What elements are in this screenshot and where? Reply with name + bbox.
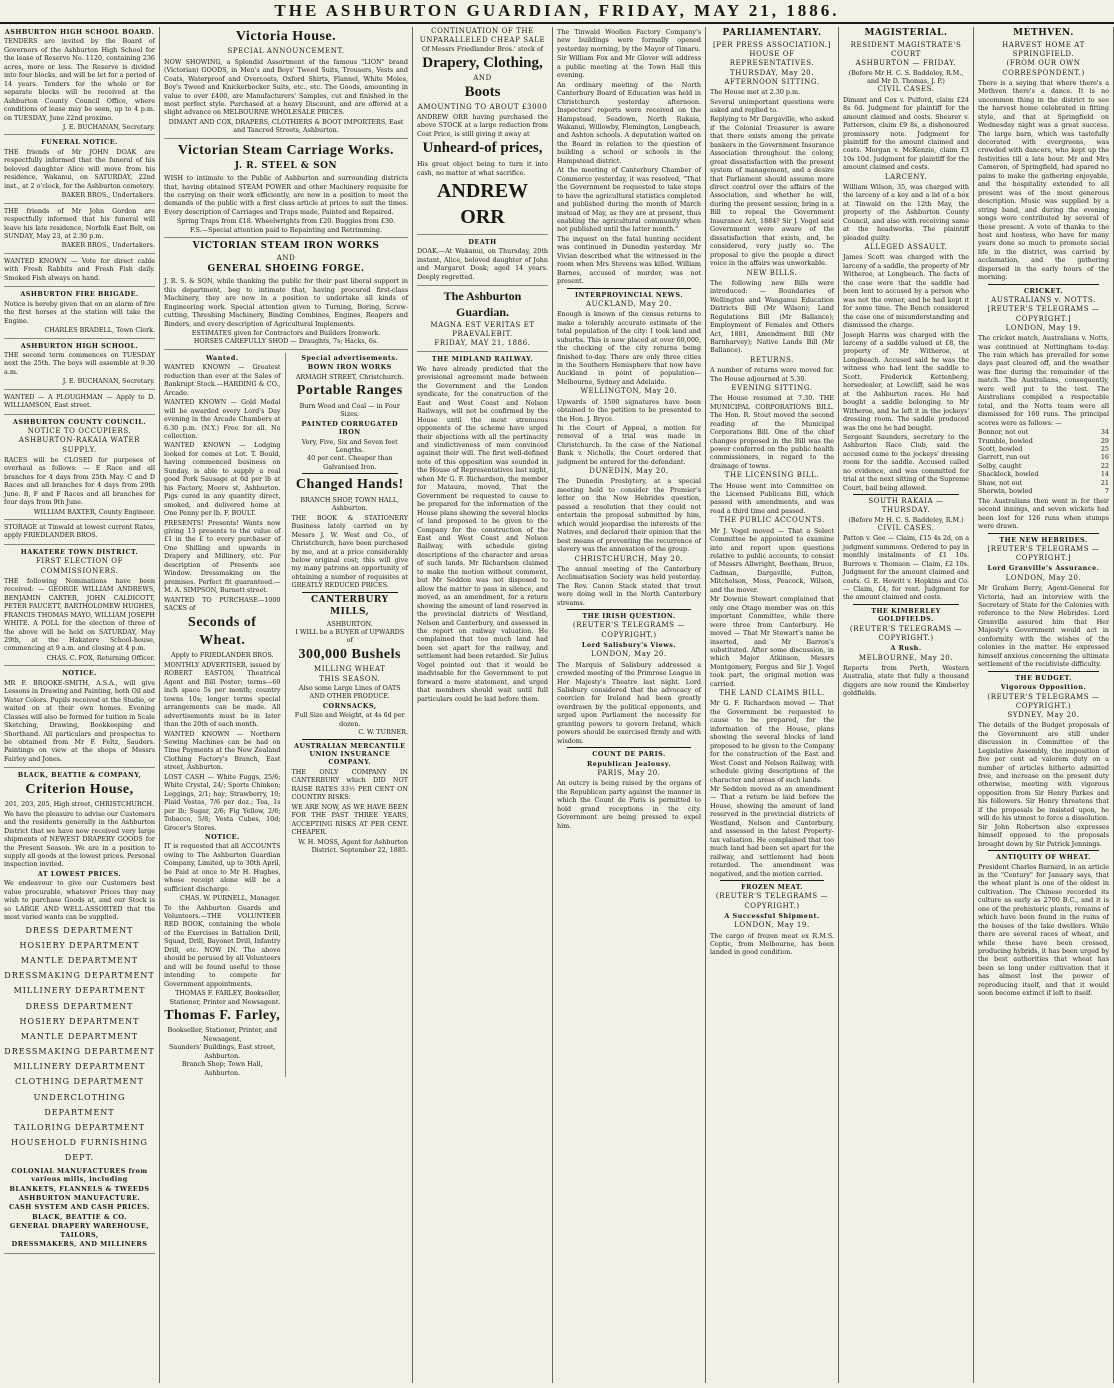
column-5	[706, 27, 839, 1383]
news-text: An outcry is being raised by the organs of the Republican party against the manner in which the Count de Paris is permitted to hold grand receptions in the city. Government are being pressed to expel him.	[557, 779, 701, 830]
notice-signature: CHARLES BRADELL, Town Clerk.	[44, 326, 155, 335]
notice-text: IT is requested that all ACCOUNTS owing to The Ashburton Guardian Company, Limited, up to 30th April, be Paid at once to Mr H. Hughes, whose receipt alone will be a sufficient discharge.	[164, 842, 281, 893]
ploughman-ad	[4, 393, 155, 415]
ad-estimates: ESTIMATES given for Contractors and Builders Ironwork.	[191, 329, 381, 337]
oats-text: Also some Large Lines of OATS AND OTHER PRODUCE.	[298, 683, 401, 701]
ad-title-prices: Unheard-of prices,	[422, 140, 543, 157]
news-text: Sir William Fox and Mr Glover will address a public meeting at the Town Hall this evening.	[557, 54, 701, 80]
ad-text: WANTED KNOWN — Vote for direct cable with Fresh Rabbits and Fresh Fish daily. Smoked Fish always on hand.	[4, 256, 155, 282]
story-heading: Republican Jealousy.	[586, 759, 672, 768]
news-text: Reports from Perth, Western Australia, state that fully a thousand diggers are now round the Kimberley goldfields.	[843, 663, 969, 698]
iron-works-address: ARMAGH STREET, Christchurch.	[295, 372, 404, 381]
score-row	[978, 462, 1109, 470]
batsman: Trumble, bowled	[978, 436, 1033, 445]
mills-signature: C. W. TURNER.	[358, 728, 408, 737]
column-6	[839, 27, 974, 1383]
notice-heading: DEATH	[468, 237, 497, 246]
funeral-notice-2	[4, 207, 155, 254]
subhead: NEW BILLS.	[746, 268, 798, 277]
death-notice	[417, 238, 548, 286]
dateline: AUCKLAND, May 20.	[585, 300, 673, 309]
article-text: We have already predicted that the provisional agreement made between the Government and the London syndicate, for the construction of the East and West Coast and Nelson Railways, will not be confirmed by the House until the most strenuous opponents of the scheme have urged their objections with all the pertinacity and vindictiveness of men convinced against their will. The first well-defined note of this opposition was sounded in the House of Representatives last night, when Mr G. F. Richardson, the member for Mataura, moved, That the Government be requested to cause to be prepared for the information of the House plans showing the several blocks of land proposed to be given to the Company for the construction of the East and West Coast and Nelson Railway, with schedule giving descriptions of the character and areas of such lands. Mr Richardson claimed to make the motion without comment, but Mr Seddon was not disposed to allow the matter to pass in silence, and moved, as an amendment, for a return showing the amount of land reserved in the provincial districts of Westland, Nelson and Canterbury, and assessed in the report on railway valuation. He complained that too much land had been set apart for the railway, and settlement had been retarded. Sir Julius Vogel pointed out that it would be inadvisable for the Government to put forward a mere statement, and urged that members should wait until full particulars could be laid before them.	[417, 364, 548, 703]
news-text: The House met at 2.30 p.m.	[710, 88, 801, 97]
high-school-notice	[4, 342, 155, 390]
ad-title-boots: Boots	[464, 83, 501, 100]
dateline: SYDNEY, May 20.	[1007, 711, 1080, 720]
section-heading: INTERPROVINCIAL NEWS.	[575, 290, 683, 299]
ad-text-2: We endeavour to give our Customers best value procurable, whatever Prices they may wish to purchase Goods at, and our Stock is so LARGE AND WELL-ASSORTED that the most varied wants can be supplied.	[4, 879, 155, 922]
score-row	[978, 487, 1109, 495]
news-text: William Wilson, 35, was charged with the larceny of a key and a lid of a box at Tinwald on the 12th May, the property of the Ashburton County Council, and also with receiving same at the headworks. The plaintiff pleaded guilty.	[843, 183, 969, 242]
runs: 34	[1100, 428, 1109, 437]
ad-signature: J. E. BUCHANAN, Secretary.	[62, 122, 155, 131]
batsman: Selby, caught	[978, 461, 1022, 470]
section-heading: THE IRISH QUESTION.	[582, 612, 676, 621]
story-heading: HARVEST HOME AT SPRINGFIELD.	[1002, 40, 1085, 59]
footer-line: COLONIAL MANUFACTURES from various mills, including	[11, 1166, 148, 1184]
ad-subheading: UNPARALLELED CHEAP SALE	[419, 36, 546, 45]
news-text: The House went into Committee on the Licensed Publicans Bill, which passed with amendments, and was read a third time and passed.	[710, 481, 834, 515]
news-text: The annual meeting of the Canterbury Acclimatisation Society was held yesterday. The Rev. Canon Stack stated that trout were doing well in the North Canterbury streams.	[557, 564, 701, 607]
notice-text: THE following Nominations have been received: — GEORGE WILLIAM ANDREWS, BENJAMIN CARTER, JOHN CALDICOTT, PETER FAUCETT, BARTHOLOMEW HUGHES, FRANCIS THOMAS MAYO, WILLIAM JOSEPH WHITE. A POLL for the election of three of the above will be held on SATURDAY, May 29th, at the Hakatere School-house, commencing at 9 a.m. and closing at 4 p.m.	[4, 576, 155, 653]
footer-line: BLACK, BEATTIE & CO.	[32, 1212, 127, 1221]
department-line: MILLINERY DEPARTMENT	[13, 986, 146, 996]
ad-signature: ANDREW ORR	[436, 180, 529, 229]
subhead: THE PUBLIC ACCOUNTS.	[719, 516, 825, 525]
section-heading: METHVEN.	[1013, 28, 1074, 38]
wanted-column	[164, 353, 286, 1077]
insurance-text: THE ONLY COMPANY IN CANTERBURY which DID NOT RAISE RATES 33½ PER CENT ON COUNTRY RISKS.	[291, 767, 408, 802]
wanted-section	[164, 353, 408, 1077]
court-bench: (Before Mr H. C. S. Baddeley, R.M.)	[848, 515, 964, 524]
county-council-notice	[4, 418, 155, 520]
section-heading: THE BUDGET.	[1015, 673, 1072, 682]
changed-hands-title: Changed Hands!	[295, 477, 404, 493]
notice-heading: HAKATERE TOWN DISTRICT.	[20, 547, 139, 556]
wanted-heading: Wanted.	[205, 353, 239, 362]
subhead: THE LICENSING BILL.	[724, 471, 820, 480]
news-text: The cargo of frozen meat ex R.M.S. Coptic, from Melbourne, has been landed in good condition.	[710, 931, 834, 957]
ad-heading: CONTINUATION OF THE	[431, 27, 534, 35]
funeral-notice	[4, 138, 155, 203]
ad-text: NOW SHOWING, a Splendid Assortment of the famous "LION" brand (Victorian) GOODS, in Men's and Boys' Tweed Suits, Trousers, Vests and Coats, Waterproof and Overcoats, Oxford Shirts, Flannel, White Moles, Boy's Tweed and Knickerbocker Suits, etc., etc. The Goods, amounting in value to over £400, are Manufacturers' Samples, cut and finished in the most perfect style. Purchased at a heavy Discount, and are offered at a slight advance on MELBOURNE WHOLESALE PRICES.	[164, 57, 408, 117]
department-line: CLOTHING DEPARTMENT	[15, 1077, 144, 1087]
batsman: Scott, bowled	[978, 444, 1023, 453]
wanted-ad: WANTED KNOWN — Northern Sewing Machines can be had on Time Payments at the New Zealand Clothing Factory's Branch, East street, Ashburton.	[164, 729, 281, 772]
news-text: In the Court of Appeal, a motion for removal of a trial was made in Christchurch. In the case of the National Bank v. Nicholls, the Court ordered that judgment be entered for the defendant.	[557, 423, 701, 466]
ad-text: We have the pleasure to advise our Customers and the residents generally in the Ashburton District that we have now received very large shipments of NEWEST DRAPERY GOODS for the Present Season. We are in a position to supply all goods at the lowest prices. Personal inspection invited.	[4, 809, 155, 869]
wheat-text: Apply to FRIEDLANDER BROS.	[171, 651, 274, 660]
news-text: Dimant and Cox v. Pulford, claim £24 8s 6d. Judgment for plaintiff for the amount claimed and costs. Shearer v. Patterson, claim £9 8s, a dishonoured promissory note. Judgment for plaintiff for the amount claimed and costs. Morgan v. McKenzie, claim £3 10s 10d. Judgment for plaintiff for the amount claimed and costs.	[843, 95, 969, 172]
subhead: EVENING SITTING.	[731, 384, 813, 393]
ad-title: Criterion House,	[25, 781, 134, 797]
ad-note: F.S.—Special attention paid to Repainting and Retrimming.	[190, 225, 382, 234]
section-heading: COUNT DE PARIS.	[592, 750, 666, 759]
score-row	[978, 453, 1109, 461]
ad-text: WISH to intimate to the Public of Ashburton and surrounding districts that, having obtained STEAM POWER and other Machinery requisite for the carrying on their work efficiently, are now in a position to meet the demands of the public with a first class article at prices to suit the times. Every description of Carriages and Traps made, Painted and Repaired.	[164, 174, 408, 216]
column-7	[974, 27, 1114, 1383]
mills-text: I WILL be a BUYER of UPWARDS of	[295, 628, 405, 645]
notice-signature: BAKER BROS., Undertakers.	[61, 241, 155, 250]
dateline: LONDON, May 20.	[1005, 573, 1082, 582]
house-heading: HOUSE OF REPRESENTATIVES.	[729, 50, 815, 68]
news-text: Patton v. Gee — Claim, £15 4s 2d, on a judgment summons. Ordered to pay in monthly instalments of £1 10s. Burrows v. Thomson — Claim, £2 10s. Judgment for the amount claimed and costs. G. E. Hewitt v. Hopkins and Co. — Claim, £4, for rent. Judgment for the amount claimed and costs.	[843, 534, 969, 602]
news-text: James Scott was charged with the larceny of a saddle, the property of Mr Witheroe, at Longbeach. The facts of the case were that the saddle had been lent to accused by a person who was not the owner, and he had kept it for some time. The Bench considered the case one of misunderstanding and dismissed the charge.	[843, 253, 969, 330]
milling-wheat: MILLING WHEAT	[314, 665, 386, 674]
wire-credit: [REUTER'S TELEGRAMS — COPYRIGHT.]	[987, 305, 1100, 323]
corrugated-price: 40 per cent. Cheaper than Galvanised Iron.	[307, 454, 393, 471]
news-text: Joseph Harris was charged with the larceny of a saddle valued at £8, the property of Mr Witheroe, at Longbeach. Accused said he was the witness who had lent the saddle to Scott. Frederick Kettenberg, horsedealer, at Lowcliff, said he was at the Ashburton races. He had bought a saddle belonging to Mr Witheroe, and he left it in the jockeys' dressing room. The saddle produced was the one he had bought.	[843, 330, 969, 432]
subhead: CIVIL CASES.	[877, 524, 935, 533]
editorial-masthead	[417, 289, 548, 352]
runs: 22	[1100, 461, 1109, 470]
book-business-text: THE BOOK & STATIONERY Business lately carried on by Messrs J. W. West and Co., of Christchurch, have been purchased by me, and at a price considerably below original cost; this will give my many patrons an opportunity of obtaining a number of requisites at GREATLY REDUCED PRICES.	[291, 513, 408, 590]
farley-address: Saunders' Buildings, East street, Ashburton.	[169, 1043, 276, 1060]
section-heading: ANTIQUITY OF WHEAT.	[996, 853, 1091, 862]
news-text: The Marquis of Salisbury addressed a crowded meeting of the Primrose League in Her Majesty's Theatre last night. Lord Salisbury considered that the advocacy of coercion for Ireland had been greatly overdrawn by the political opponents, and urged upon Parliament the necessity for granting powers to govern Ireland, which powers should be exercised firmly and with wisdom.	[557, 660, 701, 745]
editorial-date: FRIDAY, MAY 21, 1886.	[434, 339, 531, 348]
wire-credit: (REUTER'S TELEGRAMS — COPYRIGHT.)	[849, 624, 963, 643]
ad-subheading: J. R. STEEL & SON	[234, 161, 338, 172]
wheat-heading: Seconds of Wheat.	[188, 614, 257, 648]
notice-text: RACES will be CLOSED for purposes of overhaul as follows: — E Race and all branches for 4 days from 25th May. C and D Races and all branches for 4 days from 29th June. B, F and F Races and all branches for four days from 9th June.	[4, 455, 155, 507]
section-heading: CRICKET.	[1023, 286, 1064, 295]
subhead: LARCENY.	[884, 172, 928, 181]
department-line: MILLINERY DEPARTMENT	[13, 1062, 146, 1072]
batsman: Shacklock, bowled	[978, 470, 1039, 479]
score-row	[978, 479, 1109, 487]
notice-text: DOAK.—At Wakanui, on Thursday, 20th instant, Alice, beloved daughter of John and Margaret Doak; aged 14 years. Deeply regretted.	[417, 247, 548, 281]
news-text: Several unimportant questions were asked and replied to.	[710, 97, 834, 114]
news-text: Mr Seddon moved as an amendment — That a return be laid before the House, showing the amount of land reserved in the provincial districts of Westland, Nelson and Canterbury, and assessed in the latest Property-tax valuation. He complained that too much land had been set apart for the railway, and settlement had been retarded. The amendment was negatived, and the motion carried.	[710, 784, 834, 878]
ad-title-drapery: Drapery, Clothing,	[422, 54, 543, 71]
victoria-house-ad	[164, 28, 408, 139]
masthead: THE ASHBURTON GUARDIAN, FRIDAY, MAY 21, 1886.	[0, 0, 1114, 24]
department-line: DRESS DEPARTMENT	[25, 925, 134, 935]
story-heading: A Successful Shipment.	[724, 911, 820, 920]
this-season: THIS SEASON.	[319, 674, 381, 683]
news-text: The Australians then went in for their second innings, and seven wickets had been lost for 126 runs when stumps were drawn.	[978, 496, 1109, 531]
notice-signature: WILLIAM BAXTER, County Engineer.	[33, 507, 155, 516]
ad-prices: Spring Traps from £18. Wheelwrights from £20. Buggies from £30.	[176, 217, 396, 226]
mills-sub: ASHBURTON.	[326, 619, 373, 628]
notice-text: THE friends of Mr John Gordon are respectfully informed that his funeral will leave his late residence, Norfolk East Belt, on SUNDAY, May 23, at 2.30 p.m.	[4, 206, 155, 240]
mills-heading: CANTERBURY MILLS,	[311, 594, 389, 617]
ad-subheading: SPECIAL ANNOUNCEMENT.	[227, 47, 345, 56]
news-text: Replying to Mr Dargaville, who asked if the Colonial Treasurer is aware that there exists among the private bankers in the Government Insurance Association throughout the colony, great dissatisfaction with the present system of management, and a desire that Parliament should assume more direct control over the affairs of the Association, and whether he will, during the present session, bring in a Bill to repeal the Government Insurance Act, 1884? Sir J. Vogel said Government were aware of the dissatisfaction that exists, and, he considered, very justly so. The proposal to give the people a direct voice in the affairs was unworkable.	[710, 115, 834, 268]
news-text: The following new Bills were introduced: — Boundaries of Wellington and Wanganui Education Districts Bill (Mr Wilson); Land Regulations Bill (Mr Ballance); Employment of Females and Others Act, 1881, Amendment Bill (Mr Barnharvey); Native Lands Bill (Mr Ballance).	[710, 278, 834, 355]
notice-text: THE friends of Mr JOHN DOAK are respectfully informed that the funeral of his beloved daughter Alice will move from his residence, Wakanui, on SATURDAY, 22nd inst., at 2 o'clock, for the Ashburton cemetery.	[4, 147, 155, 190]
editorial-title: The Ashburton Guardian.	[443, 289, 522, 319]
column-2	[160, 27, 413, 1383]
footer-line: ASHBURTON MANUFACTURE.	[18, 1193, 141, 1202]
correspondent: (FROM OUR OWN CORRESPONDENT.)	[1002, 59, 1085, 77]
news-text: The House resumed at 7.30. THE MUNICIPAL CORPORATIONS BILL. The Hon. R. Stout moved the second reading of the Municipal Corporations Bill. One of the chief changes proposed in the Bill was the power conferred on the public health commissioners, in regard to the drainage of towns.	[710, 394, 834, 470]
wire-credit: (REUTER'S TELEGRAMS — COPYRIGHT.)	[987, 692, 1100, 710]
dateline: MELBOURNE, May 20.	[858, 653, 954, 662]
section-heading: PARLIAMENTARY.	[722, 28, 822, 38]
ad-and: AND	[276, 254, 296, 263]
wanted-list-2	[164, 661, 281, 832]
wanted-ad: LOST CASH — White Fuggs, 25/6; White Crystal, 24/; Sports Chinken; Leggings, 2/1; hay; Strawberry, 10; Plaid Vestas, 7/6 per doz.; Tea, 1s per lb; Sugar, 2/6; Fig Yellow, 2/6; Tobacco, 5/8; Vesta Cubes, 10d; Grocer's Stores.	[164, 772, 281, 832]
andrew-orr-ad	[417, 27, 548, 235]
steam-iron-works-ad	[164, 241, 408, 350]
storage-ad	[4, 523, 155, 545]
fire-brigade-notice	[4, 290, 155, 338]
section-heading: FROZEN MEAT.	[741, 882, 803, 891]
wanted-ad: WANTED TO PURCHASE—1000 SACKS of	[164, 595, 281, 613]
notice-heading: ASHBURTON FIRE BRIGADE.	[20, 290, 139, 299]
ad-text: STORAGE at Tinwald at lowest current Rates, apply FRIEDLANDER BROS.	[4, 523, 155, 540]
notice-signature: CHAS. C. FOX, Returning Officer.	[46, 653, 155, 662]
insurance-signature: W. H. MOSS, Agent for Ashburton District. September 22, 1885.	[298, 837, 408, 855]
department-line: DRESS DEPARTMENT	[25, 1001, 134, 1011]
score-row	[978, 470, 1109, 478]
notice-heading: ASHBURTON COUNTY COUNCIL.	[12, 417, 147, 426]
ad-heading: BLACK, BEATTIE & COMPANY,	[17, 771, 142, 780]
special-ads-column	[292, 353, 409, 1077]
subhead: CIVIL CASES.	[877, 85, 935, 94]
wanted-ad: WANTED KNOWN — Greatest reduction than ever at the Sales of Bankrupt Stock.—HARDING & CO., Arcade.	[164, 363, 281, 397]
court-place: SOUTH RAKAIA — THURSDAY.	[868, 497, 944, 515]
notice-heading: ASHBURTON HIGH SCHOOL.	[20, 341, 139, 350]
news-text: Mr Graham Berry, Agent-General for Victoria, had an interview with the Secretary of State for the Colonies with reference to the New Hebrides. Lord Granville assured him that Her Majesty's Government would act in conformity with the wishes of the colonies in the matter. He expressed himself anxious concerning the ultimate settlement of the recidiviste difficulty.	[978, 584, 1109, 669]
batsman: Sherwin, bowled	[978, 487, 1033, 496]
court-bench: (Before Mr H. C. S. Baddeley, R.M., and Mr D. Thomas, J. P.)	[848, 68, 964, 86]
news-text: An ordinary meeting of the North Canterbury Board of Education was held in Christchurch yesterday afternoon. Inspectors' reports were received on the Hampstead, Seadown, North Rakaia, Wakanui, Willowby, Flemington, Longbeach, and Ashton schools. A deputation waited on the Board in relation to the question of building a school or schools in the Hampstead district.	[557, 80, 701, 165]
column-4	[553, 27, 706, 1383]
section-heading: THE KIMBERLEY GOLDFIELDS.	[871, 606, 941, 624]
dateline: WELLINGTON, May 20.	[580, 387, 678, 396]
section-heading: THE NEW HEBRIDES.	[999, 535, 1088, 544]
ad-text: TENDERS are invited by the Board of Governors of the Ashburton High School for the lease of Reserve No. 1120, containing 236 acres, more or less. The Reserve is divided into four blocks, and will be let for a period of 14 years. Tenders for the whole or for separate blocks will be received at the Ashburton County Council Office, where conditions of lease may be seen, up to 4 p.m. on TUESDAY, June 22nd proximo.	[4, 37, 155, 122]
cornsacks-text: Full Size and Weight, at 4s 6d per dozen.	[294, 711, 405, 728]
story-heading: Lord Salisbury's Views.	[581, 640, 677, 649]
volunteer-signature: THOMAS F. FARLEY, Bookseller, Stationer, Printer and Newsagent.	[169, 989, 281, 1006]
batsman: Shaw, not out	[978, 478, 1023, 487]
news-text: Upwards of 1500 signatures have been obtained to the petition to be presented to the Hon. J. Bryce.	[557, 397, 701, 423]
runs: 21	[1100, 478, 1109, 487]
ad-subheading: AT LOWEST PRICES.	[37, 869, 122, 878]
ad-title: Victoria House.	[235, 29, 337, 44]
news-text: Sergeant Saunders, secretary to the Ashburton Race Club, said the accused came to the jockeys' dressing room for the saddle. Accused called no evidence, and was committed for trial at the next sitting of the Supreme Court, bail being allowed.	[843, 432, 969, 492]
ad-text: WANTED — A PLOUGHMAN — Apply to D. WILLIAMSON, East street.	[4, 392, 155, 410]
dateline: PARIS, May 20.	[597, 769, 661, 778]
department-line: MANTLE DEPARTMENT	[20, 955, 139, 965]
wire-credit: (REUTER'S TELEGRAMS — COPYRIGHT.)	[715, 892, 829, 910]
article-heading: THE MIDLAND RAILWAY.	[431, 355, 534, 364]
notice-text: THE second term commences on TUESDAY next the 25th. The boys will assemble at 9.30 a.m.	[4, 350, 155, 376]
ad-address: 201, 203, 205, High street, CHRISTCHURCH.	[4, 800, 155, 809]
department-line: DRESSMAKING DEPARTMENT	[4, 1047, 155, 1057]
runs: 29	[1100, 436, 1109, 445]
news-text: President Charles Barnard, in an article in the "Century" for January says, that the wheat plant is one of the oldest in cultivation. The Chinese recorded its culture as early as 2700 B.C., and it is one of the prehistoric plants, remains of which have been found in the ruins of the houses of the lake dwellers. While there are several races of wheat, and while these have been crossed, producing hybrids, it has been urged by the best authorities that wheat has been so long under cultivation that it has almost lost the power of reproducing itself, and that it would soon become extinct if left to itself.	[978, 862, 1109, 998]
editorial-motto: MAGNA EST VERITAS ET PRAEVALEBIT.	[430, 320, 535, 338]
bushels-title: 300,000 Bushels	[298, 646, 401, 662]
notice-text: Notice is hereby given that on an alarm of fire the first horses at the station will take the Engine.	[4, 299, 155, 325]
news-text: The cricket match, Australians v. Notts, was continued at Nottingham to-day. The rain which has prevailed for some days past cleared off, and the weather was fine during the remainder of the match. The Australians, consequently, were well put to the test. The Australians compiled a respectable total, and the Notts team were all dismissed for 160 runs. The principal scores were as follows: —	[978, 334, 1109, 427]
department-line: HOSIERY DEPARTMENT	[19, 1016, 140, 1026]
corrugated-title: PAINTED CORRUGATED IRON	[301, 419, 399, 437]
runs: 25	[1100, 444, 1109, 453]
drawing-lessons-notice	[4, 669, 155, 768]
story-heading: AUSTRALIANS v. NOTTS.	[991, 296, 1096, 305]
batsman: Bonnor, not out	[978, 428, 1029, 437]
notice-text: MR F. BROOKE-SMITH, A.S.A., will give Lessons in Drawing and Painting, both Oil and Water Colors. Pupils received at the Studio, or waited on at their own homes. Evening Classes will also be formed for tuition in Scale Sketching, Drawing, Bookkeeping and Shorthand. All particulars and prospectus to be obtained from Mr F. Feltz, Sauders. Paintings on view at the shops of Messrs Fairley and Jones.	[4, 678, 155, 763]
sitting-heading: AFTERNOON SITTING.	[724, 77, 820, 86]
news-text: There is a saying that where there's a Methven there's a dance. It is no uncommon thing in the district to see the harvest home celebrated in fitting style, and that at Springfield on Wednesday night was a great success. The large barn, which was tastefully decorated with evergreens, was crowded with dancers, who kept up the festivities till a late hour. Mr and Mrs Cameron, of Springfield, had spared no pains to make the gathering enjoyable, and the hospitality extended to all present was of the most generous description. Music was supplied by a string band, and during the evening songs were contributed by several of those present. A vote of thanks to the host and hostess, who have for many years done so much to promote social life in the district, was carried by acclamation, and the gathering dispersed in the early hours of the morning.	[978, 78, 1109, 282]
insurance-text-2: WE ARE NOW, AS WE HAVE BEEN FOR THE PAST THREE YEARS, ACCEPTING RISKS AT PER CENT. CHEAPER.	[291, 802, 408, 837]
runs: 7	[1104, 487, 1109, 496]
corrugated-text: Very, Five, Six and Seven feet Lengths.	[301, 437, 398, 454]
score-row	[978, 428, 1109, 436]
footer-line: GENERAL DRAPERY WAREHOUSE, TAILORS,	[9, 1222, 150, 1239]
dateline: LONDON, May 19.	[734, 921, 810, 930]
cricket-scores	[978, 428, 1109, 496]
department-line: MANTLE DEPARTMENT	[20, 1031, 139, 1041]
farley-name: Thomas F. Farley,	[164, 1008, 281, 1024]
runs: 16	[1100, 453, 1109, 462]
department-line: TAILORING DEPARTMENT	[13, 1123, 146, 1133]
ad-heading: ASHBURTON HIGH SCHOOL BOARD.	[4, 28, 155, 36]
insurance-heading: AUSTRALIAN MERCANTILE UNION INSURANCE COMPANY.	[294, 741, 406, 767]
departments-list	[4, 923, 155, 1166]
column-3	[413, 27, 553, 1383]
news-text: Mr Downie Stewart complained that only one Otago member was on this important Committee, while there were three from Canterbury. He moved — That Mr Stewart's name be inserted, and Mr Barron's substituted. After some discussion, in which Major Atkinson, Messrs Montgomery, Fergus and Sir J. Vogel took part, the original motion was carried.	[710, 595, 834, 688]
dateline: THURSDAY, May 20.	[729, 68, 815, 77]
story-heading: A Rush.	[890, 644, 922, 653]
notice-signature: BAKER BROS., Undertakers.	[61, 191, 155, 200]
ad-subheading: GENERAL SHOEING FORGE.	[207, 264, 365, 275]
notice-signature: CHAS. W. PURNELL, Manager.	[179, 894, 281, 903]
news-text: The inquest on the fatal hunting accident was continued in Dunedin yesterday. Mr Vivian described what the witnessed in the room when Mrs Stevens was killed. William Barnes, accused of murder, was not present.	[557, 234, 701, 286]
news-text: At the meeting of Canterbury Chamber of Commerce yesterday, it was resolved, "That the Government be requested to take steps to have the agricultural statistics completed and published during the month of March instead of May, as they are at present, thus enabling the agricultural community when not published until the latter month."	[557, 166, 701, 234]
wanted-ad: WANTED KNOWN — Lodging looked for comes at Lot. T. Bould, having commenced business on Sunday, is able to supply a real good Pork Sausage at 6d per lb at his Factory, Moore st, Ashburton. Pigs cured in any quantity direct, smoked, and delivered home at One Penny per lb. F. BOULT.	[164, 441, 281, 518]
ranges-title: Portable Ranges	[296, 383, 403, 399]
dateline: LONDON, May 19.	[1005, 323, 1082, 332]
high-school-board-ad	[4, 28, 155, 135]
criterion-house-ad	[4, 771, 155, 1253]
wanted-rabbits-ad	[4, 257, 155, 287]
news-text: Mr G. F. Richardson moved — That the Government be requested to cause to be prepared, for the information of the House, plans showing the several blocks of land proposed to be given to the Company for the construction of the East and West Coast and Nelson Railway, with schedule giving descriptions of the character and areas of such lands.	[710, 699, 834, 784]
notice-subheading: FIRST ELECTION OF COMMISSIONERS.	[35, 557, 124, 575]
ad-horses: HORSES CAREFULLY SHOD — Draughts, 7s; Hacks, 6s.	[193, 337, 379, 346]
notice-heading: NOTICE.	[62, 669, 97, 678]
news-text: Enough is known of the census returns to make a tolerably accurate estimate of the total population of the city: I took land and suburbs. This is now placed at over 60,000, the checking of the city returns being finished to-day. There are only three cities in the Southern Hemisphere that now have Auckland in point of population—Melbourne, Sydney and Adelaide.	[557, 310, 701, 386]
court-place: ASHBURTON — FRIDAY.	[855, 59, 957, 68]
notice-signature: J. E. BUCHANAN, Secretary.	[62, 377, 155, 386]
news-text: A number of returns were moved for. The House adjourned at 5.30.	[710, 366, 834, 383]
iron-works-title: BOWN IRON WORKS	[307, 363, 392, 372]
ad-and: AND	[473, 73, 492, 82]
wanted-ad: MONTHLY ADVERTISER, issued by ROBERT EASTON, Theatrical Agent and Bill Poster; terms—60 inch space 5s per month; country towns 10s; longer terms special arrangements can be made. All advertisements must be in later than the 20th of each month.	[164, 660, 281, 729]
farley-branch: Branch Shop; Town Hall, Ashburton.	[181, 1060, 263, 1077]
special-heading: Special advertisements.	[301, 353, 399, 362]
ad-text: ANDREW ORR having purchased the above STOCK at a large reduction from Cost Price, is still giving it away at	[417, 112, 548, 138]
volunteer-ad: To the Ashburton Guards and Volunteers.—THE VOLUNTEER RED BOOK, containing the whole of the Exercises in Battalion Drill, Squad, Drill, Bayonet Drill, Infantry Drill, etc. NOW IN. The above should be perused by all Volunteers and will be found useful to those intending to compete for Government appointments.	[164, 903, 281, 988]
footer-line: CASH SYSTEM AND CASH PRICES.	[9, 1203, 150, 1212]
column-1	[0, 27, 160, 1383]
branch-shop: BRANCH SHOP, TOWN HALL, Ashburton.	[300, 495, 400, 513]
hakatere-election-notice	[4, 548, 155, 666]
department-line: UNDERCLOTHING DEPARTMENT	[33, 1092, 126, 1117]
news-text: The Tinwald Woollen Factory Company's new buildings were formally opened yesterday morning, by the Mayor of Timaru.	[557, 28, 701, 53]
notice-heading: FUNERAL NOTICE.	[41, 138, 118, 147]
notice-subheading-2: ASHBURTON-RAKAIA WATER SUPPLY.	[18, 436, 141, 454]
wire-credit: (REUTER'S TELEGRAMS — COPYRIGHT.)	[572, 621, 686, 639]
ad-subheading-2: Of Messrs Friedlander Bros.' stock of	[421, 45, 544, 54]
dateline: CHRISTCHURCH, May 20.	[574, 554, 684, 563]
steam-carriage-works-ad	[164, 142, 408, 239]
score-row	[978, 437, 1109, 445]
dateline: DUNEDIN, May 20.	[589, 467, 669, 476]
subhead: ALLEGED ASSAULT.	[864, 243, 948, 252]
farley-sub: Bookseller, Stationer, Printer, and Newsagent,	[167, 1026, 277, 1043]
wanted-list	[164, 363, 281, 612]
ad-signature: DIMANT AND COX, DRAPERS, CLOTHIERS & BOOT IMPORTERS, East and Tancred Streets, Ashburton.	[168, 117, 404, 135]
court-name: RESIDENT MAGISTRATE'S COURT	[850, 40, 962, 59]
footer-line: BLANKETS, FLANNELS & TWEEDS	[9, 1184, 150, 1193]
subhead: THE LAND CLAIMS BILL.	[719, 689, 825, 698]
subhead: RETURNS.	[750, 355, 794, 364]
story-heading: Vigorous Opposition.	[1000, 683, 1087, 692]
ad-text-2: His great object being to turn it into cash, no matter at what sacrifice.	[417, 160, 548, 177]
story-heading: Lord Granville's Assurance.	[987, 564, 1100, 573]
footer-line: DRESSMAKERS, AND MILLINERS	[11, 1240, 148, 1249]
department-line: DRESSMAKING DEPARTMENT	[4, 971, 155, 981]
ad-title: Victorian Steam Carriage Works.	[177, 142, 395, 158]
wanted-ad: WANTED KNOWN — Gold Medal will be awarded every Lord's Day evening in the Arcade Chambers at 6.30 p.m. (N.Y.) Free for all. No collection.	[164, 398, 281, 440]
wire-credit: [PER PRESS ASSOCIATION.]	[712, 40, 832, 49]
ad-text: J. R. S. & SON, while thanking the public for their past liberal support in this department, beg to intimate that, having procured first-class Machinery, they are now in a position to undertake all kinds of Engineering work. Special attention given to Turning, Boring, Screw-cutting, Threshing Machinery, Binding Combines, Engines, Reapers and Binders, and every description of Agricultural Implements.	[164, 277, 408, 328]
department-line: HOUSEHOLD FURNISHING DEPT.	[11, 1138, 148, 1163]
dateline: LONDON, May 20.	[591, 650, 667, 659]
batsman: Garrett, run out	[978, 453, 1030, 462]
ad-title: VICTORIAN STEAM IRON WORKS	[192, 241, 380, 252]
editorial-article	[417, 355, 548, 703]
criterion-footer	[4, 1167, 155, 1249]
news-text: The Dunedin Presbytery, at a special meeting held to consider the Premier's letter on the New Hebrides question, passed a resolution that they could not entertain the proposal submitted by him, which would jeopardise the interests of the Natives, and declared their opinion that the best means of preventing the recurrence of slavery was the annexation of the group.	[557, 477, 701, 554]
department-line: HOSIERY DEPARTMENT	[19, 940, 140, 950]
ranges-text: Burn Wood and Coal — in Four Sizes.	[299, 401, 400, 419]
news-text: The details of the Budget proposals of the Government are still under discussion in Committee of the Legislative Assembly, the imposition of five per cent ad valorem duty on a number of articles hitherto admitted free, and increase on the present duty otherwise, meeting with vigorous opposition from Sir Henry Parkes and his followers. Sir Henry threatens that if the proposals be insisted upon, he will do his utmost to force a dissolution. Sir John Robertson also expresses himself opposed to the proposals brought down by Sir Patrick Jennings.	[978, 721, 1109, 848]
notice-heading: NOTICE.	[204, 832, 240, 841]
cornsacks-heading: CORNSACKS,	[322, 701, 377, 710]
wire-credit: [REUTER'S TELEGRAMS — COPYRIGHT.]	[987, 544, 1100, 563]
wanted-ad: PRESENTS! Presents! Wants now giving 13 presents to the value of £1 in the £ to every purchaser of One Shilling and upwards in Drapery and Millinery, etc. For description of Presents see Window. Dressmaking on the premises. Perfect fit guaranteed.—M. A. SIMPSON, Burnett street.	[164, 518, 281, 595]
news-text: Mr J. Vogel moved — That a Select Committee be appointed to examine into and report upon questions relative to public accounts, to consist of Messrs Allwright, Beetham, Bruce, Cadman, Dargaville, Fulton, Mitchelson, Moss, Peacock, Wilson, and the mover.	[710, 526, 834, 594]
score-row	[978, 445, 1109, 453]
section-heading: MAGISTERIAL.	[864, 28, 948, 38]
ad-amount: AMOUNTING TO ABOUT £3000	[417, 102, 548, 111]
notice-subheading: NOTICE TO OCCUPIERS.	[27, 427, 132, 436]
runs: 14	[1100, 470, 1109, 479]
